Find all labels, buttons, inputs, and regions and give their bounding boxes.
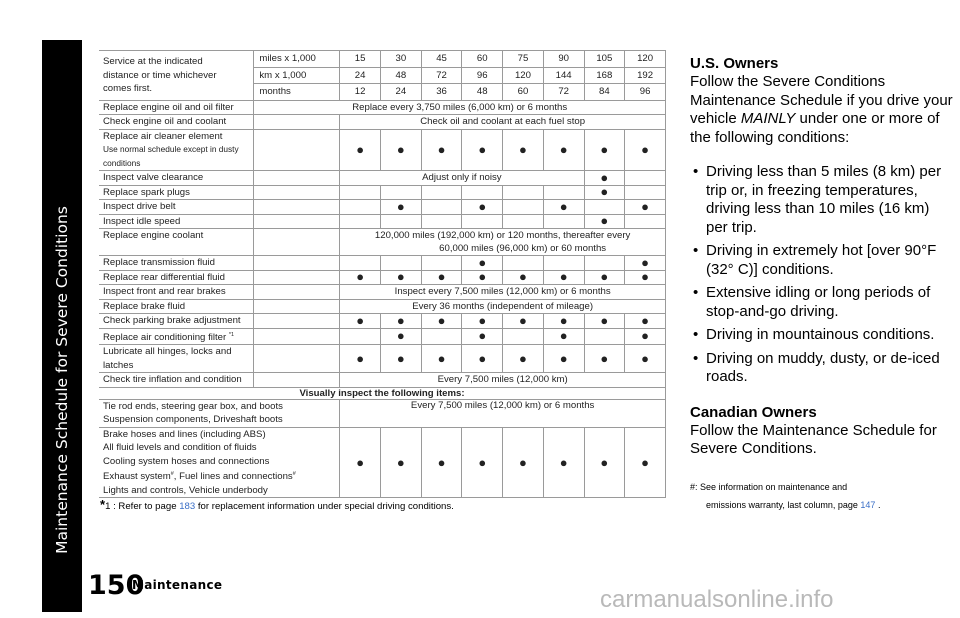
list-item: • Driving in mountainous conditions.	[690, 326, 955, 345]
list-item: • Driving on muddy, dusty, or de-iced roads.	[690, 350, 955, 387]
hash-footnote: #: See information on maintenance and	[690, 481, 848, 492]
watermark: carmanualsonline.info	[600, 586, 834, 613]
footnote-replacement: *1 : Refer to page 183 for replacement information under special driving conditions.	[100, 497, 454, 512]
us-owners-heading: U.S. Owners	[690, 55, 779, 72]
canadian-owners-heading: Canadian Owners	[690, 403, 817, 421]
table-row: Check tire inflation and condition Every 7,500 miles (12,000 km)	[99, 373, 666, 388]
table-row: Replace engine coolant 120,000 miles (192,000 km) or 120 months, thereafter every 60,000 miles (96,000 km) or 60 months	[99, 229, 666, 256]
unit-km: km x 1,000	[254, 67, 340, 84]
list-item: • Driving less than 5 miles (8 km) per trip or, in freezing temperatures, driving less than 10 miles (16 km) per trip.	[690, 163, 955, 237]
table-row: Replace engine oil and oil filter Replace every 3,750 miles (6,000 km) or 6 months	[99, 100, 666, 115]
table-row: Replace brake fluid Every 36 months (independent of mileage)	[99, 299, 666, 314]
list-item: • Extensive idling or long periods of stop-and-go driving.	[690, 284, 955, 321]
table-row: Check engine oil and coolant Check oil and coolant at each fuel stop	[99, 115, 666, 130]
maintenance-schedule-table	[99, 50, 666, 498]
table-header-row: months 12 24 36 48 60 72 84 96	[99, 84, 666, 101]
table-row: Replace transmission fluid ● ●	[99, 256, 666, 271]
header-label: Service at the indicated distance or time whichever comes first.	[99, 51, 254, 101]
table-row: Inspect drive belt ● ● ● ●	[99, 200, 666, 215]
visual-inspect-header: Visually inspect the following items:	[99, 387, 666, 399]
table-row: Replace air conditioning filter $^{*1}$ ● ● ● ●	[99, 328, 666, 345]
unit-months: months	[254, 84, 340, 101]
table-row: Replace rear differential fluid ● ● ● ● ● ● ● ●	[99, 270, 666, 285]
page-link-147[interactable]: 147	[860, 499, 876, 510]
list-item: • Driving in extremely hot [over 90°F (32° C)] conditions.	[690, 242, 955, 279]
table-row: Brake hoses and lines (including ABS) All fluid levels and condition of fluids Cooling system hoses and connections Exhaust system#, Fuel lines and connections# Lights and controls, Vehicle underbody ● ● ● ● ● ● ● ●	[99, 427, 666, 498]
us-owners-intro: Follow the Severe Conditions Maintenance Schedule if you drive your vehicle MAINLY under one or more of the following conditions:	[690, 73, 953, 146]
table-row: Check parking brake adjustment ● ● ● ● ● ● ● ●	[99, 314, 666, 329]
canadian-owners-text: Follow the Maintenance Schedule for Severe Conditions.	[690, 421, 937, 457]
table-row: Inspect valve clearance Adjust only if noisy ●	[99, 171, 666, 186]
sidebar-title: Maintenance Schedule for Severe Conditions	[53, 206, 71, 554]
table-row: Tie rod ends, steering gear box, and boots Suspension components, Driveshaft boots Every 7,500 miles (12,000 km) or 6 months	[99, 399, 666, 427]
table-row: Lubricate all hinges, locks and latches ● ● ● ● ● ● ● ●	[99, 345, 666, 373]
table-header-row: Service at the indicated distance or time whichever comes first. miles x 1,000 15 30 45 60 75 90 105 120	[99, 51, 666, 68]
page-section: Maintenance	[132, 578, 223, 592]
owners-section	[690, 55, 955, 511]
table-row: Inspect front and rear brakes Inspect every 7,500 miles (12,000 km) or 6 months	[99, 285, 666, 300]
conditions-list	[690, 163, 955, 387]
page-link-183[interactable]: 183	[179, 501, 196, 512]
table-header-row: km x 1,000 24 48 72 96 120 144 168 192	[99, 67, 666, 84]
hash-footnote-2: emissions warranty, last column, page 147 .	[706, 499, 881, 510]
table-row: Replace spark plugs ●	[99, 185, 666, 200]
table-row: Replace air cleaner element Use normal schedule except in dusty conditions ● ● ● ● ● ● ● ●	[99, 129, 666, 171]
sidebar-bar	[42, 40, 82, 612]
table-row: Inspect idle speed ●	[99, 214, 666, 229]
page-number: 150	[88, 570, 145, 601]
unit-miles: miles x 1,000	[254, 51, 340, 68]
